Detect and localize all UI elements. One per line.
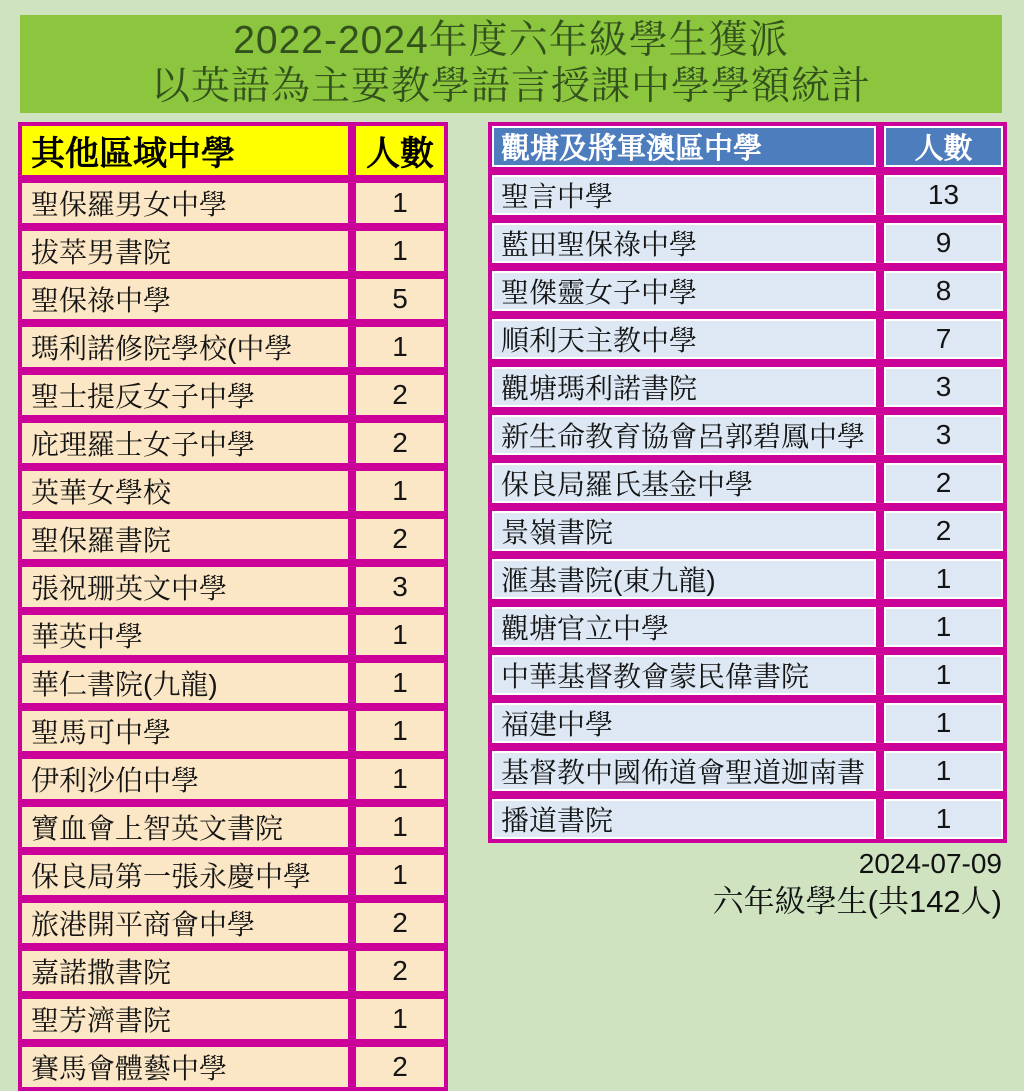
student-count-cell: 13	[880, 171, 1007, 219]
student-count-cell: 1	[880, 699, 1007, 747]
table-row	[18, 995, 448, 1043]
student-count-cell: 1	[352, 323, 448, 371]
student-count-cell: 1	[352, 803, 448, 851]
table-row	[18, 419, 448, 467]
student-count-cell: 2	[352, 515, 448, 563]
school-name-cell: 嘉諾撒書院	[18, 947, 352, 995]
school-name-cell: 聖保羅書院	[18, 515, 352, 563]
student-count-cell: 1	[880, 795, 1007, 843]
school-name-cell: 聖保祿中學	[18, 275, 352, 323]
table-row	[18, 371, 448, 419]
table-row	[488, 363, 1007, 411]
student-count-cell: 1	[352, 611, 448, 659]
student-count-cell: 3	[352, 563, 448, 611]
school-name-cell: 華英中學	[18, 611, 352, 659]
other-districts-header-row	[18, 122, 448, 179]
kwun-tong-tko-header-label: 觀塘及將軍澳區中學	[488, 122, 880, 171]
other-districts-table-body	[18, 179, 448, 1091]
table-row	[18, 611, 448, 659]
school-name-cell: 張祝珊英文中學	[18, 563, 352, 611]
kwun-tong-tko-header-row	[488, 122, 1007, 171]
date-label: 2024-07-09	[858, 848, 1002, 879]
table-row	[488, 651, 1007, 699]
student-count-cell: 3	[880, 363, 1007, 411]
school-name-cell: 新生命教育協會呂郭碧鳳中學	[488, 411, 880, 459]
student-count-cell: 2	[352, 1043, 448, 1091]
student-count-cell: 2	[352, 899, 448, 947]
table-row	[18, 275, 448, 323]
student-count-cell: 1	[880, 603, 1007, 651]
student-count-cell: 2	[352, 371, 448, 419]
student-count-cell: 1	[352, 851, 448, 899]
school-name-cell: 景嶺書院	[488, 507, 880, 555]
title-banner	[20, 15, 1002, 113]
title-line-2: 以英語為主要教學語言授課中學學額統計	[150, 65, 871, 108]
footer	[713, 846, 1002, 922]
school-name-cell: 播道書院	[488, 795, 880, 843]
table-row	[18, 851, 448, 899]
school-name-cell: 保良局羅氏基金中學	[488, 459, 880, 507]
student-count-cell: 5	[352, 275, 448, 323]
school-name-cell: 聖士提反女子中學	[18, 371, 352, 419]
table-row	[488, 699, 1007, 747]
student-count-cell: 1	[352, 179, 448, 227]
school-name-cell: 基督教中國佈道會聖道迦南書	[488, 747, 880, 795]
table-row	[488, 747, 1007, 795]
school-name-cell: 滙基書院(東九龍)	[488, 555, 880, 603]
student-count-cell: 2	[352, 419, 448, 467]
student-count-cell: 2	[352, 947, 448, 995]
other-districts-count-header: 人數	[352, 122, 448, 179]
table-row	[18, 179, 448, 227]
table-row	[18, 707, 448, 755]
school-name-cell: 聖傑靈女子中學	[488, 267, 880, 315]
table-row	[488, 507, 1007, 555]
school-name-cell: 旅港開平商會中學	[18, 899, 352, 947]
school-name-cell: 順利天主教中學	[488, 315, 880, 363]
student-count-cell: 9	[880, 219, 1007, 267]
table-row	[18, 515, 448, 563]
school-name-cell: 聖芳濟書院	[18, 995, 352, 1043]
table-row	[18, 803, 448, 851]
table-row	[18, 899, 448, 947]
student-count-cell: 1	[352, 755, 448, 803]
total-students-label: 六年級學生(共142人)	[712, 884, 1002, 919]
student-count-cell: 8	[880, 267, 1007, 315]
school-name-cell: 福建中學	[488, 699, 880, 747]
school-name-cell: 保良局第一張永慶中學	[18, 851, 352, 899]
student-count-cell: 1	[352, 467, 448, 515]
table-row	[488, 219, 1007, 267]
table-row	[488, 459, 1007, 507]
table-row	[488, 411, 1007, 459]
student-count-cell: 1	[352, 995, 448, 1043]
student-count-cell: 1	[880, 651, 1007, 699]
school-name-cell: 觀塘瑪利諾書院	[488, 363, 880, 411]
table-row	[18, 563, 448, 611]
student-count-cell: 1	[880, 747, 1007, 795]
kwun-tong-tko-count-header: 人數	[880, 122, 1007, 171]
table-row	[488, 171, 1007, 219]
school-name-cell: 瑪利諾修院學校(中學	[18, 323, 352, 371]
school-name-cell: 中華基督教會蒙民偉書院	[488, 651, 880, 699]
school-name-cell: 藍田聖保祿中學	[488, 219, 880, 267]
table-row	[18, 323, 448, 371]
table-row	[18, 1043, 448, 1091]
school-name-cell: 聖馬可中學	[18, 707, 352, 755]
table-row	[488, 315, 1007, 363]
table-row	[488, 795, 1007, 843]
student-count-cell: 1	[880, 555, 1007, 603]
table-row	[18, 467, 448, 515]
table-row	[18, 947, 448, 995]
school-name-cell: 庇理羅士女子中學	[18, 419, 352, 467]
student-count-cell: 2	[880, 459, 1007, 507]
student-count-cell: 7	[880, 315, 1007, 363]
student-count-cell: 1	[352, 707, 448, 755]
student-count-cell: 2	[880, 507, 1007, 555]
school-name-cell: 寶血會上智英文書院	[18, 803, 352, 851]
other-districts-table	[18, 122, 448, 1091]
table-row	[18, 659, 448, 707]
kwun-tong-tko-table	[488, 122, 1007, 843]
table-row	[488, 267, 1007, 315]
school-name-cell: 伊利沙伯中學	[18, 755, 352, 803]
table-row	[488, 603, 1007, 651]
kwun-tong-tko-table-body	[488, 171, 1007, 843]
title-line-1: 2022-2024年度六年級學生獲派	[233, 19, 789, 62]
school-name-cell: 賽馬會體藝中學	[18, 1043, 352, 1091]
school-name-cell: 觀塘官立中學	[488, 603, 880, 651]
school-name-cell: 聖保羅男女中學	[18, 179, 352, 227]
table-row	[18, 227, 448, 275]
school-name-cell: 華仁書院(九龍)	[18, 659, 352, 707]
school-name-cell: 拔萃男書院	[18, 227, 352, 275]
school-name-cell: 聖言中學	[488, 171, 880, 219]
student-count-cell: 3	[880, 411, 1007, 459]
other-districts-header-label: 其他區域中學	[18, 122, 352, 179]
school-name-cell: 英華女學校	[18, 467, 352, 515]
student-count-cell: 1	[352, 227, 448, 275]
table-row	[18, 755, 448, 803]
student-count-cell: 1	[352, 659, 448, 707]
table-row	[488, 555, 1007, 603]
